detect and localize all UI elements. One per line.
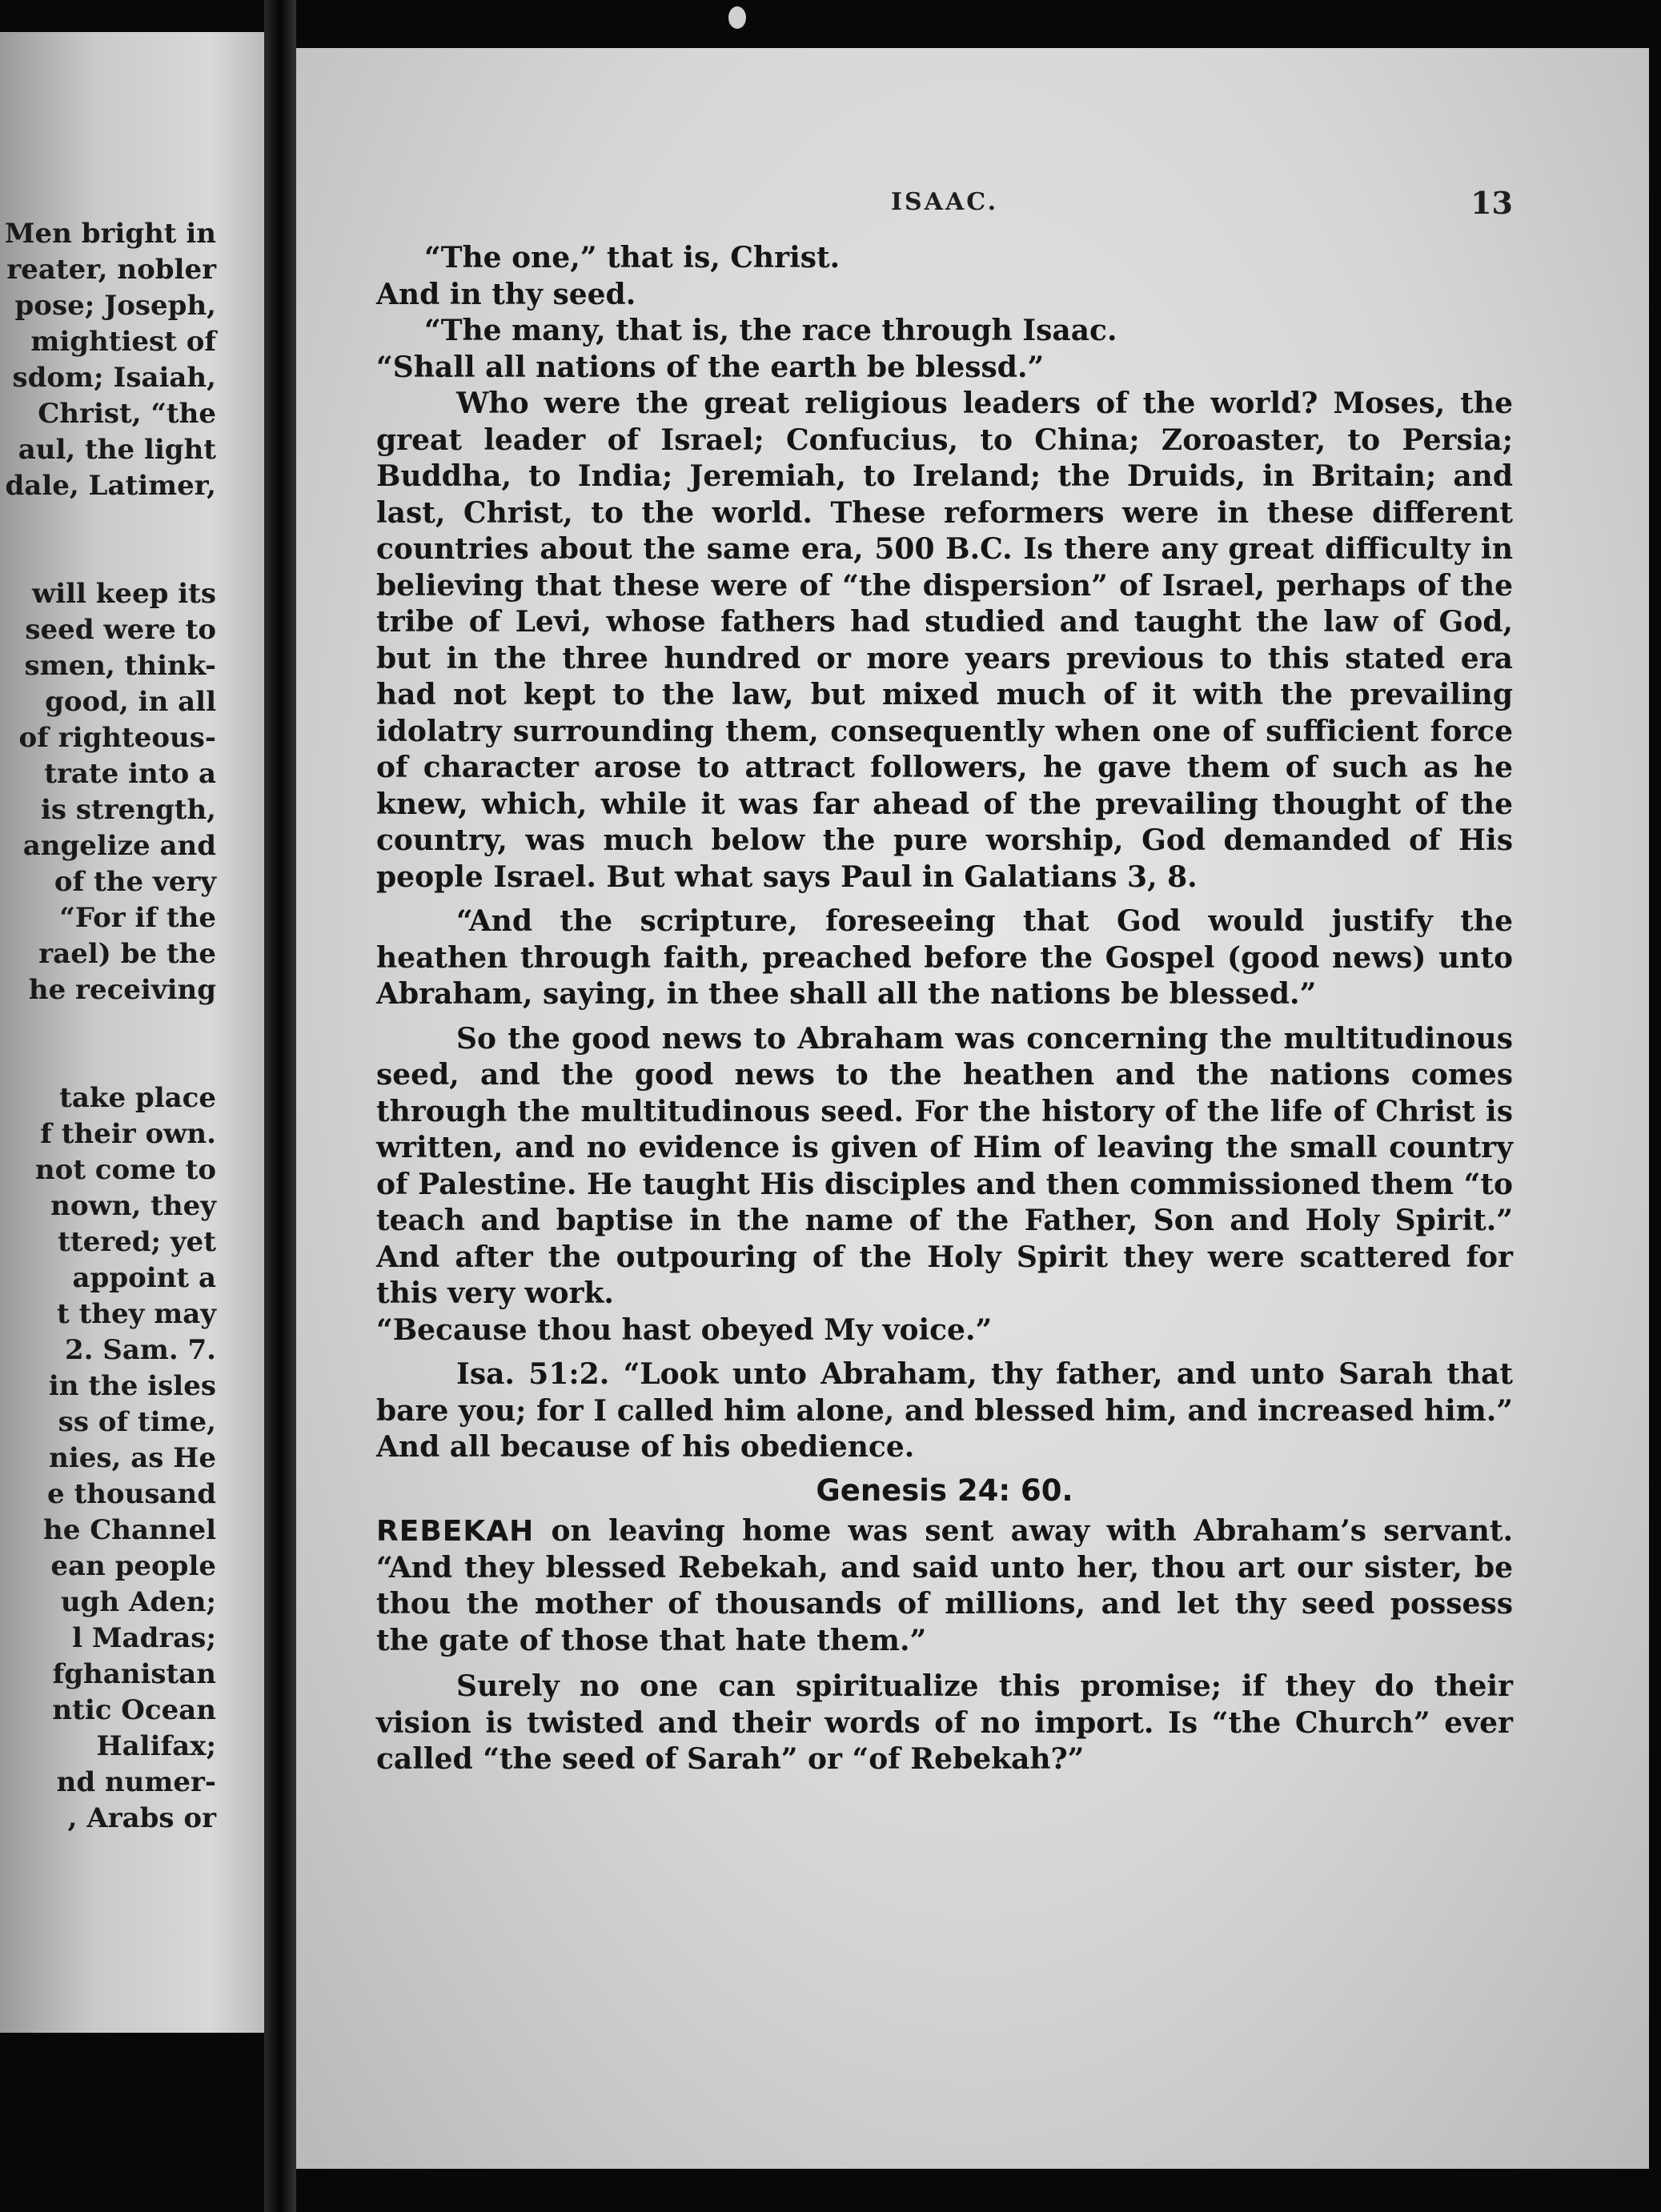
paragraph: “The many, that is, the race through Isaac. xyxy=(424,314,1117,347)
rebekah-text: on leaving home was sent away with Abraham’s servant. “And they blessed Rebekah, and said unto her, thou art our sister, be thou the mother of thousands of millions, and let thy seed possess the gate of those that hate them.” xyxy=(376,1514,1513,1657)
facing-page-line: appoint a xyxy=(72,1262,216,1294)
paragraphs xyxy=(376,240,1513,1466)
book-gutter xyxy=(264,0,296,2212)
page-header xyxy=(376,185,1513,228)
facing-page-line: trate into a xyxy=(44,758,216,790)
facing-page-line: e thousand xyxy=(47,1478,216,1510)
facing-page-line: aul, the light xyxy=(18,434,216,466)
rebekah-paragraph xyxy=(376,1513,1513,1659)
book-page xyxy=(296,48,1649,2169)
facing-page-line: nies, as He xyxy=(49,1442,216,1474)
facing-page-line: dale, Latimer, xyxy=(5,470,216,502)
facing-page-line: he Channel xyxy=(43,1514,216,1546)
scan-mark xyxy=(728,6,746,29)
facing-page-fragment xyxy=(0,32,264,2033)
section-heading: Genesis 24: 60. xyxy=(816,1473,1073,1508)
paragraph: Who were the great religious leaders of the world? Moses, the great leader of Israel; Confucius, to China; Zoroaster, to Persia; Buddha, to India; Jeremiah, to Ireland; the Druids, in Britain; and last, Christ, to the world. These reformers were in these different countries about the same era, 500 B.C. Is there any great difficulty in believing that these were of “the dispersion” of Israel, perhaps of the tribe of Levi, whose fathers had studied and taught the law of God, but in the three hundred or more years previous to this stated era had not kept to the law, but mixed much of it with the prevailing idolatry surrounding them, consequently when one of sufficient force of character arose to attract followers, he gave them of such as he knew, which, while it was far ahead of the prevailing thought of the country, was much below the pure worship, God demanded of His people Israel. But what says Paul in Galatians 3, 8. xyxy=(376,387,1513,894)
facing-page-line: is strength, xyxy=(40,794,216,826)
facing-page-line: rael) be the xyxy=(38,938,216,970)
facing-page-line: Christ, “the xyxy=(38,398,216,430)
facing-page-line: not come to xyxy=(34,1154,216,1186)
facing-page-line: , Arabs or xyxy=(67,1802,216,1834)
facing-page-line: good, in all xyxy=(45,686,216,718)
facing-page-line: ean people xyxy=(50,1550,216,1582)
facing-page-line: “For if the xyxy=(59,902,216,934)
facing-page-line: of righteous- xyxy=(18,722,216,754)
paragraph: So the good news to Abraham was concerning the multitudinous seed, and the good news to the heathen and the nations comes through the multitudinous seed. For the history of the life of Christ is written, and no evidence is given of Him of leaving the small country of Palestine. He taught His disciples and then commissioned them “to teach and baptise in the name of the Father, Son and Holy Spirit.” And after the outpouring of the Holy Spirit they were scattered for this very work. xyxy=(376,1021,1513,1310)
facing-page-line: angelize and xyxy=(22,830,216,862)
facing-page-line: Men bright in xyxy=(4,218,216,250)
facing-page-line xyxy=(0,504,216,540)
facing-page-line: smen, think- xyxy=(24,650,216,682)
facing-page-line: Halifax; xyxy=(96,1730,216,1762)
facing-page-line: ss of time, xyxy=(58,1406,216,1438)
facing-page-line: take place xyxy=(59,1082,216,1114)
facing-page-line: reater, nobler xyxy=(6,254,216,286)
facing-page-line: of the very xyxy=(54,866,216,898)
final-paragraph: Surely no one can spiritualize this promise; if they do their vision is twisted and their words of no import. Is “the Church” ever called “the seed of Sarah” or “of Rebekah?” xyxy=(376,1669,1513,1776)
facing-page-line: ntic Ocean xyxy=(52,1694,216,1726)
facing-page-line: t they may xyxy=(57,1298,216,1330)
paragraph: “The one,” that is, Christ. xyxy=(424,241,841,274)
paragraph: “Shall all nations of the earth be blessd.” xyxy=(376,350,1045,384)
facing-page-line xyxy=(0,540,216,576)
facing-page-line: l Madras; xyxy=(72,1622,216,1654)
facing-page-line: fghanistan xyxy=(52,1658,216,1690)
rebekah-lead-word: REBEKAH xyxy=(376,1515,535,1548)
running-head: ISAAC. xyxy=(890,188,999,216)
facing-page-line: seed were to xyxy=(25,614,216,646)
paragraph: And in thy seed. xyxy=(376,277,636,311)
paragraph: Isa. 51:2. “Look unto Abraham, thy father, and unto Sarah that bare you; for I called him alone, and blessed him, and increased him.” And all because of his obedience. xyxy=(376,1357,1513,1464)
facing-page-line: sdom; Isaiah, xyxy=(12,362,216,394)
page-number: 13 xyxy=(1470,185,1513,221)
facing-page-line: ugh Aden; xyxy=(60,1586,216,1618)
facing-page-line: pose; Joseph, xyxy=(14,290,216,322)
paragraph: “And the scripture, foreseeing that God would justify the heathen through faith, preached before the Gospel (good news) unto Abraham, saying, in thee shall all the nations be blessed.” xyxy=(376,904,1513,1011)
facing-page-line xyxy=(0,1044,216,1080)
facing-page-line: in the isles xyxy=(48,1370,216,1402)
paragraph: “Because thou hast obeyed My voice.” xyxy=(376,1312,993,1347)
facing-page-line: nown, they xyxy=(50,1190,216,1222)
page-body xyxy=(376,240,1513,1778)
facing-page-line: will keep its xyxy=(31,578,216,610)
facing-page-line: mightiest of xyxy=(30,326,216,358)
facing-page-text xyxy=(0,216,216,1837)
facing-page-line: he receiving xyxy=(28,974,216,1006)
facing-page-line: ttered; yet xyxy=(58,1226,216,1258)
facing-page-line xyxy=(0,1008,216,1044)
facing-page-line: nd numer- xyxy=(56,1766,216,1798)
facing-page-line: f their own. xyxy=(40,1118,216,1150)
facing-page-line: 2. Sam. 7. xyxy=(64,1334,216,1366)
